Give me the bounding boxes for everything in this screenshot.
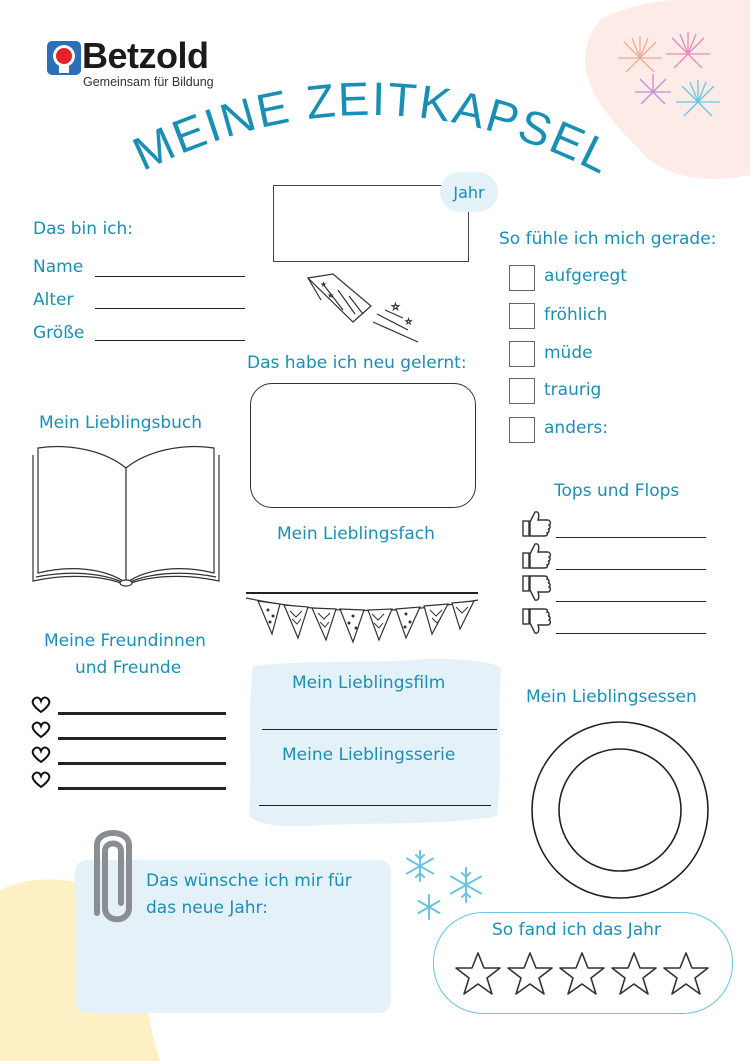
svg-text:MEINE ZEITKAPSEL: MEINE ZEITKAPSEL — [124, 71, 622, 185]
wish-heading-line1: Das wünsche ich mir für — [146, 871, 352, 891]
height-field[interactable] — [95, 340, 245, 341]
star-icon — [508, 953, 552, 994]
checkbox-sad[interactable] — [509, 378, 535, 404]
plate-icon — [531, 721, 711, 901]
favorite-book-heading: Mein Lieblingsbuch — [39, 413, 203, 433]
rating-heading: So fand ich das Jahr — [492, 920, 661, 940]
age-label: Alter — [33, 290, 74, 310]
open-book-icon — [30, 443, 225, 588]
brand-tagline: Gemeinsam für Bildung — [83, 75, 214, 89]
checkbox-excited[interactable] — [509, 265, 535, 291]
svg-text:★: ★ — [320, 280, 328, 289]
bunting-icon — [246, 592, 478, 652]
star-icon — [612, 953, 656, 994]
checkbox-other[interactable] — [509, 417, 535, 443]
heart-icon — [31, 746, 51, 764]
feeling-option-label: müde — [544, 343, 593, 363]
svg-text:★: ★ — [327, 291, 335, 300]
thumbs-down-icon — [522, 574, 552, 602]
learned-heading: Das habe ich neu gelernt: — [247, 353, 467, 373]
feelings-heading: So fühle ich mich gerade: — [499, 229, 717, 249]
snowflake-icon — [415, 893, 443, 921]
feeling-option-label: traurig — [544, 380, 602, 400]
snowflake-icon — [403, 849, 437, 883]
star-icon — [664, 953, 708, 994]
height-label: Größe — [33, 323, 85, 343]
heart-icon — [31, 771, 51, 789]
thumbs-up-icon — [522, 542, 552, 570]
checkbox-tired[interactable] — [509, 341, 535, 367]
favorite-movie-heading: Mein Lieblingsfilm — [292, 673, 446, 693]
thumbs-up-icon — [522, 510, 552, 538]
checkbox-happy[interactable] — [509, 303, 535, 329]
svg-text:☆: ☆ — [405, 317, 413, 326]
heart-icon — [31, 721, 51, 739]
flop-line-1[interactable] — [556, 601, 706, 602]
feeling-option-label: fröhlich — [544, 305, 608, 325]
star-icon — [560, 953, 604, 994]
thumbs-down-icon — [522, 607, 552, 635]
favorite-series-heading: Meine Lieblingsserie — [282, 745, 456, 765]
heart-icon — [31, 696, 51, 714]
wish-heading-line2: das neue Jahr: — [146, 898, 268, 918]
flop-line-2[interactable] — [556, 633, 706, 634]
favorite-subject-heading: Mein Lieblingsfach — [277, 524, 435, 544]
svg-text:☆: ☆ — [391, 302, 400, 313]
favorite-movie-line[interactable] — [262, 729, 497, 730]
learned-box[interactable] — [250, 383, 476, 508]
year-badge — [440, 172, 498, 212]
friend-line-3[interactable] — [58, 762, 226, 765]
friend-line-4[interactable] — [58, 787, 226, 790]
favorite-series-line[interactable] — [259, 805, 491, 806]
age-field[interactable] — [95, 308, 245, 309]
tops-flops-heading: Tops und Flops — [554, 481, 680, 501]
feeling-option-label: aufgeregt — [544, 266, 627, 286]
rocket-icon — [303, 270, 443, 350]
friends-heading-line1: Meine Freundinnen — [44, 631, 206, 651]
name-label: Name — [33, 257, 84, 277]
favorite-food-heading: Mein Lieblingsessen — [526, 687, 697, 707]
paperclip-icon — [87, 823, 141, 928]
name-field[interactable] — [95, 276, 245, 277]
top-line-2[interactable] — [556, 569, 706, 570]
about-me-heading: Das bin ich: — [33, 219, 134, 239]
friend-line-2[interactable] — [58, 737, 226, 740]
star-icon — [456, 953, 500, 994]
snowflake-icon — [447, 866, 485, 904]
feeling-option-label: anders: — [544, 418, 609, 438]
friends-heading-line2: und Freunde — [75, 658, 182, 678]
friend-line-1[interactable] — [58, 712, 226, 715]
rating-stars — [450, 950, 730, 1000]
top-line-1[interactable] — [556, 537, 706, 538]
year-label: Jahr — [453, 182, 485, 202]
brand-name: Betzold — [82, 35, 209, 76]
